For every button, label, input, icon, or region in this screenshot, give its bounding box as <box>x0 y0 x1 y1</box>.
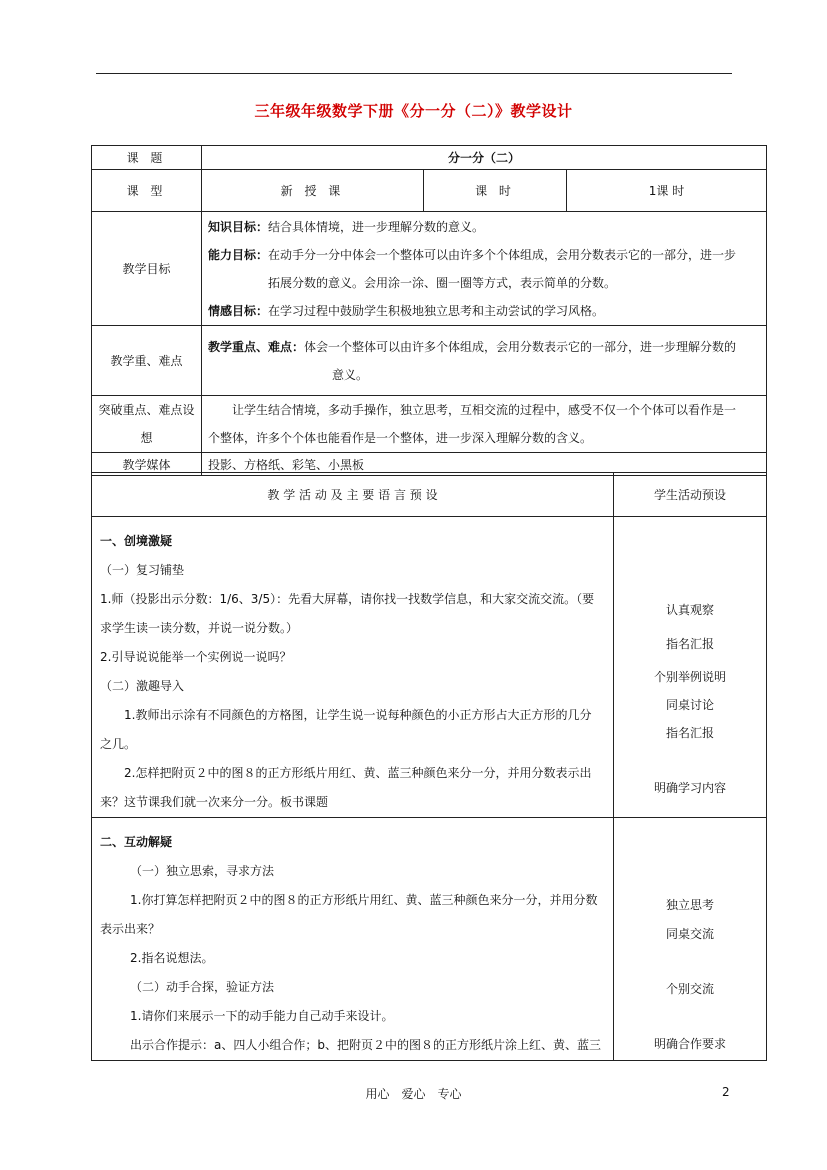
key-points-cell <box>202 326 767 396</box>
section2-line: 1.你打算怎样把附页２中的图８的正方形纸片用红、黄、蓝三种颜色来分一分，并用分数 <box>130 893 598 907</box>
section1-line: （一）复习铺垫 <box>100 563 185 577</box>
student-activity: 同桌讨论 <box>665 698 714 712</box>
student-activity: 个别举例说明 <box>653 670 726 684</box>
breakthrough-cell <box>202 396 767 453</box>
document-title: 三年级年级数学下册《分一分（二）》教学设计 <box>254 102 573 120</box>
section2-line: 2.指名说想法。 <box>130 951 214 965</box>
student-activity: 指名汇报 <box>665 637 714 651</box>
section1-line: 1.教师出示涂有不同颜色的方格图，让学生说一说每种颜色的小正方形占大正方形的几分 <box>124 708 592 722</box>
key-points-head: 教学重点、难点： <box>208 339 305 354</box>
activity-header: 教 学 活 动 及 主 要 语 言 预 设 <box>92 473 614 517</box>
student-activity: 明确学习内容 <box>653 781 726 795</box>
emotion-goal-head: 情感目标： <box>208 303 269 318</box>
breakthrough-text1: 让学生结合情境，多动手操作，独立思考，互相交流的过程中，感受不仅一个个体可以看作是一 <box>232 403 737 417</box>
activity-table <box>91 472 767 1061</box>
header-rule <box>96 73 732 74</box>
knowledge-goal-head: 知识目标： <box>208 219 269 234</box>
student-header: 学生活动预设 <box>614 473 767 517</box>
emotion-goal-text: 在学习过程中鼓励学生积极地独立思考和主动尝试的学习风格。 <box>268 303 605 318</box>
breakthrough-label-line1: 突破重点、难点设 <box>98 403 195 417</box>
type-value: 新 授 课 <box>202 170 424 212</box>
ability-goal-head: 能力目标： <box>208 247 269 262</box>
key-points-text2: 意义。 <box>332 367 369 382</box>
section1-activities <box>92 517 614 818</box>
page-number: 2 <box>722 1085 730 1099</box>
hours-value: 1课 时 <box>567 170 767 212</box>
section1-line: 求学生读一读分数，并说一说分数。） <box>100 621 299 635</box>
media-value: 投影、方格纸、彩笔、小黑板 <box>202 453 767 476</box>
breakthrough-label-line2: 想 <box>140 431 153 445</box>
section2-line: 1.请你们来展示一下的动手能力自己动手来设计。 <box>130 1009 394 1023</box>
section1-heading: 一、创境激疑 <box>100 534 173 548</box>
student-activity: 独立思考 <box>665 898 714 912</box>
section1-line: 2.引导说说能举一个实例说一说吗？ <box>100 650 292 664</box>
section1-line: （二）激趣导入 <box>100 679 185 693</box>
topic-label: 课 题 <box>92 146 202 170</box>
topic-value: 分一分（二） <box>202 146 767 170</box>
section2-line: （一）独立思索，寻求方法 <box>130 864 275 878</box>
section1-line: 之几。 <box>100 737 137 751</box>
hours-label: 课 时 <box>424 170 567 212</box>
student-activity: 指名汇报 <box>665 726 714 740</box>
student-activity: 认真观察 <box>665 603 714 617</box>
type-label: 课 型 <box>92 170 202 212</box>
section2-activities <box>92 818 614 1061</box>
knowledge-goal-text: 结合具体情境，进一步理解分数的意义。 <box>268 219 485 234</box>
student-activity: 个别交流 <box>665 982 714 996</box>
section1-line: 来？这节课我们就一次来分一分。板书课题 <box>100 795 329 809</box>
key-points-text1: 体会一个整体可以由许多个体组成，会用分数表示它的一部分，进一步理解分数的 <box>304 339 737 354</box>
section1-line: 1.师（投影出示分数：1/6、3/5）：先看大屏幕，请你找一找数学信息，和大家交流交流。（要 <box>100 592 595 606</box>
section1-student-activities <box>614 517 767 818</box>
section1-line: 2.怎样把附页２中的图８的正方形纸片用红、黄、蓝三种颜色来分一分，并用分数表示出 <box>124 766 592 780</box>
section2-line: （二）动手合探，验证方法 <box>130 980 275 994</box>
section2-heading: 二、互动解疑 <box>100 835 173 849</box>
section2-student-activities <box>614 818 767 1061</box>
student-activity: 同桌交流 <box>665 927 714 941</box>
student-activity: 明确合作要求 <box>653 1037 726 1051</box>
lesson-info-table <box>91 145 767 476</box>
goals-cell <box>202 212 767 326</box>
key-points-label: 教学重、难点 <box>92 326 202 396</box>
goals-label: 教学目标 <box>92 212 202 326</box>
footer-motto: 用心 爱心 专心 <box>365 1087 462 1101</box>
ability-goal-text2: 拓展分数的意义。会用涂一涂、圈一圈等方式，表示简单的分数。 <box>268 275 617 290</box>
breakthrough-label <box>92 396 202 453</box>
breakthrough-text2: 个整体，许多个个体也能看作是一个整体，进一步深入理解分数的含义。 <box>208 431 593 445</box>
media-label: 教学媒体 <box>92 453 202 476</box>
section2-line: 表示出来？ <box>100 922 161 936</box>
ability-goal-text1: 在动手分一分中体会一个整体可以由许多个个体组成，会用分数表示它的一部分，进一步 <box>268 247 737 262</box>
section2-line: 出示合作提示：a、四人小组合作；b、把附页２中的图８的正方形纸片涂上红、黄、蓝三 <box>130 1038 601 1052</box>
